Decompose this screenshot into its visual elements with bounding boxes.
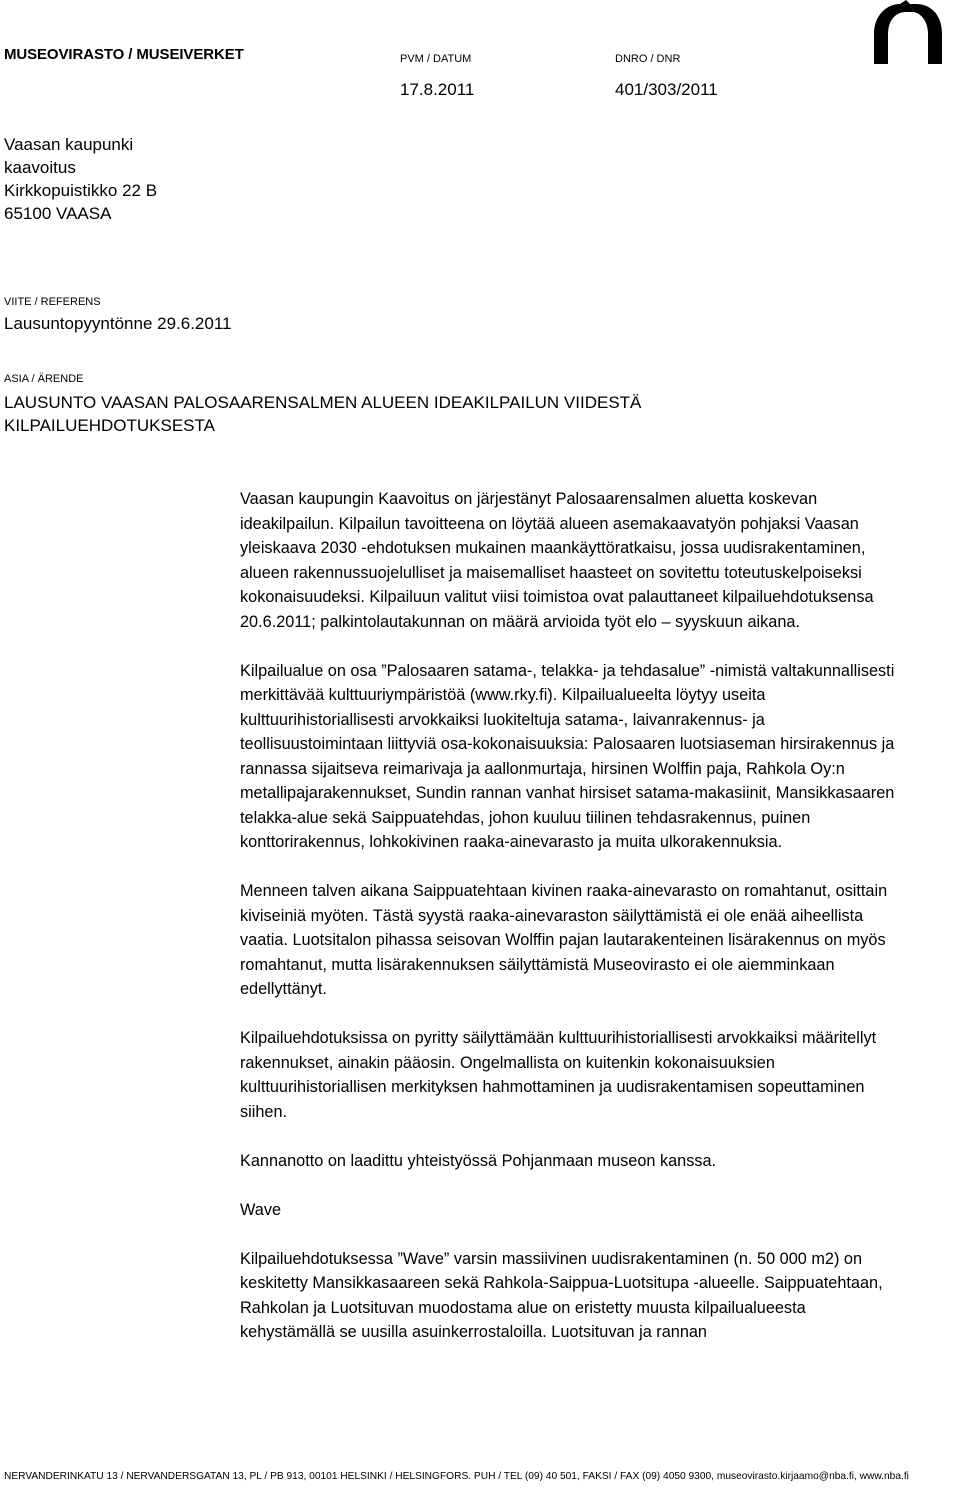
body-paragraph: Kilpailuehdotuksissa on pyritty säilyttämään kulttuurihistoriallisesti arvokkaiksi määritellyt rakennukset, ainakin pääosin. Ongelmallista on kuitenkin kokonaisuuksien kulttuurihistoriallisen merkityksen hahmottaminen ja uudisrakentamisen sopeuttaminen siihen.	[240, 1029, 877, 1121]
section-heading: Wave	[240, 1200, 282, 1219]
body-paragraph: Vaasan kaupungin Kaavoitus on järjestänyt Palosaarensalmen aluetta koskevan ideakilpailun. Kilpailun tavoitteena on löytää alueen asemakaavatyön pohjaksi Vaasan yleiskaava 2030 -ehdotuksen mukainen maankäyttöratkaisu, jossa uudisrakentaminen, alueen rakennussuojelulliset ja maisemalliset haasteet on sovitettu toteutuskelpoiseksi kokonaisuudeksi. Kilpailuun valitut viisi toimistoa ovat palauttaneet kilpailuehdotuksensa 20.6.2011; palkintolautakunnan on määrä arvioida työt elo – syyskuun aikana.	[240, 490, 874, 631]
recipient-address	[4, 133, 157, 225]
body-paragraph: Kilpailualue on osa ”Palosaaren satama-, telakka- ja tehdasalue” -nimistä valtakunnallisesti merkittävää kulttuuriympäristöä (www.rky.fi). Kilpailualueelta löytyy useita kulttuurihistoriallisesti arvokkaiksi luokiteltuja satama-, laivanrakennus- ja teollisuustoimintaan liittyviä osa-kokonaisuuksia: Palosaaren luotsiaseman hirsirakennus ja rannassa sijaitseva reimarivaja ja aallonmurtaja, hirsinen Wolffin paja, Rahkola Oy:n metallipajarakennukset, Sundin rannan vanhat hirsiset satama-makasiinit, Mansikkasaaren telakka-alue sekä Saippuatehdas, johon kuuluu tiilinen tehdasrakennus, puinen konttorirakennus, lohkokivinen raaka-ainevarasto ja muita ulkorakennuksia.	[240, 661, 895, 851]
recipient-line: 65100 VAASA	[4, 204, 112, 223]
reference-label: VIITE / REFERENS	[4, 296, 101, 308]
subject-label: ASIA / ÄRENDE	[4, 373, 84, 385]
letter-body	[240, 487, 900, 1369]
body-paragraph: Kannanotto on laadittu yhteistyössä Pohjanmaan museon kanssa.	[240, 1151, 717, 1170]
subject-title	[4, 391, 764, 437]
date-label: PVM / DATUM	[400, 53, 472, 65]
subject-line: KILPAILUEHDOTUKSESTA	[4, 416, 215, 435]
recipient-line: Kirkkopuistikko 22 B	[4, 181, 158, 200]
body-paragraph: Menneen talven aikana Saippuatehtaan kivinen raaka-ainevarasto on romahtanut, osittain kiviseiniä myöten. Tästä syystä raaka-ainevaraston säilyttämistä ei ole enää aiheellista vaatia. Luotsitalon pihassa seisovan Wolffin pajan lautarakenteinen lisärakennus on myös romahtanut, mutta lisärakennuksen säilyttämistä Museovirasto ei ole aiemminkaan edellyttänyt.	[240, 882, 888, 998]
date-value: 17.8.2011	[400, 80, 475, 99]
subject-line: LAUSUNTO VAASAN PALOSAARENSALMEN ALUEEN IDEAKILPAILUN VIIDESTÄ	[4, 393, 642, 412]
recipient-line: kaavoitus	[4, 158, 76, 177]
dnro-value: 401/303/2011	[615, 80, 718, 99]
dnro-label: DNRO / DNR	[615, 53, 681, 65]
museovirasto-logo-icon	[870, 0, 946, 66]
reference-value: Lausuntopyyntönne 29.6.2011	[4, 314, 232, 333]
footer-contact-info: NERVANDERINKATU 13 / NERVANDERSGATAN 13, PL / PB 913, 00101 HELSINKI / HELSINGFORS. PUH / TEL (09) 40 501, FAKSI / FAX (09) 4050 9300, museovirasto.kirjaamo@nba.fi, www.nba.fi	[4, 1471, 909, 1482]
body-paragraph: Kilpailuehdotuksessa ”Wave” varsin massiivinen uudisrakentaminen (n. 50 000 m2) on keskitetty Mansikkasaareen sekä Rahkola-Saippua-Luotsitupa -alueelle. Saippuatehtaan, Rahkolan ja Luotsituvan muodostama alue on eristetty muusta kilpailualueesta kehystämällä se uusilla asuinkerrostaloilla. Luotsituvan ja rannan	[240, 1249, 883, 1341]
recipient-line: Vaasan kaupunki	[4, 135, 134, 154]
organization-name: MUSEOVIRASTO / MUSEIVERKET	[4, 46, 244, 63]
